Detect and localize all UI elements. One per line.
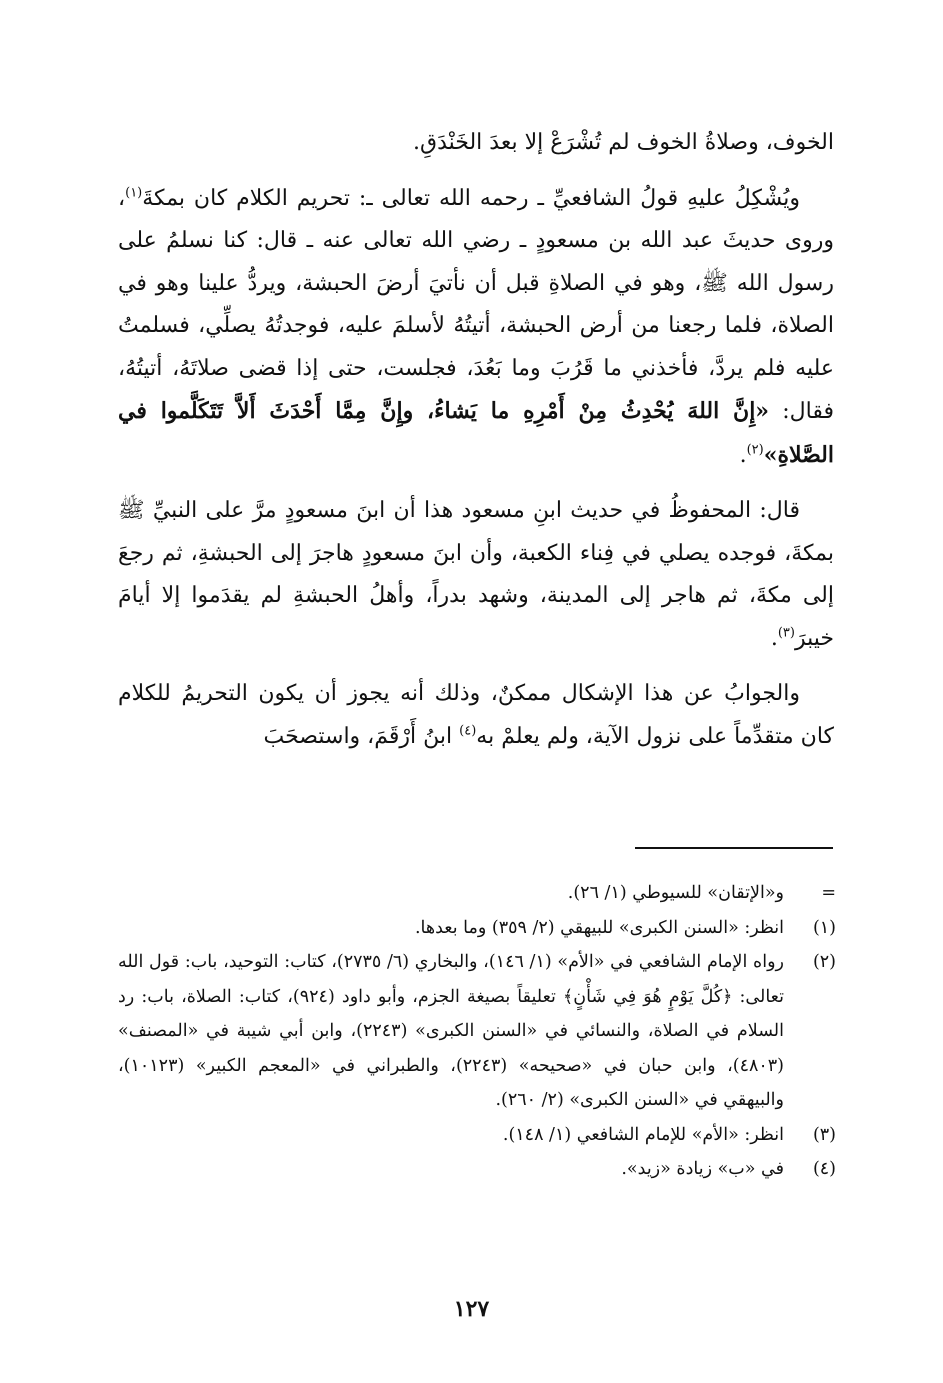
footnote-number: = xyxy=(821,883,836,903)
footnote-text: رواه الإمام الشافعي في «الأم» (١/ ١٤٦)، والبخاري (٦/ ٢٧٣٥)، كتاب: التوحيد، باب: قول الله تعالى: ﴿كُلَّ يَوْمٍ هُوَ فِي شَأْنٍ﴾ تعليقاً بصيغة الجزم، وأبو داود (٩٢٤)، كتاب: الصلاة، باب: رد السلام في الصلاة، والنسائي في «السنن الكبرى» (٢٢٤٣)، وابن أبي شيبة في «المصنف» (٤٨٠٣)، وابن حبان في «صحيحه» (٢٢٤٣)، والطبراني في «المعجم الكبير» (١٠١٢٣)، والبيهقي في «السنن الكبرى» (٢/ ٢٦٠). xyxy=(118,952,784,1110)
footnotes xyxy=(118,876,836,1187)
footnote-number: (٣) xyxy=(812,1124,836,1145)
paragraph-4 xyxy=(118,673,834,758)
footnote-text: في «ب» زيادة «زيد». xyxy=(621,1159,784,1179)
paragraph-text: . xyxy=(739,442,747,468)
footnote-number: (٤) xyxy=(812,1159,836,1179)
paragraph-3 xyxy=(118,490,834,660)
paragraph-text: . xyxy=(770,625,778,651)
paragraph-text: ويُشْكِلُ عليهِ قولُ الشافعيِّ ـ رحمه الله تعالى ـ: تحريم الكلام كان بمكةَ xyxy=(142,185,800,211)
paragraph-text: ابنُ أَرْقَمَ، واستصحَبَ xyxy=(263,723,460,749)
footnote-number: (١) xyxy=(812,917,836,938)
footnote-continued xyxy=(118,876,836,911)
footnote-text: و«الإتقان» للسيوطي (١/ ٢٦). xyxy=(567,883,784,903)
paragraph-text: ، وروى حديثَ عبد الله بن مسعودٍ ـ رضي الله تعالى عنه ـ قال: كنا نسلمُ على رسول الله ﷺ، وهو في الصلاةِ قبل أن نأتيَ أرضَ الحبشة، ويردُّ علينا وهو في الصلاة، فلما رجعنا من أرض الحبشة، أتيتُهُ لأسلمَ عليه، فوجدتُهُ يصلِّي، فسلمتُ عليه فلم يردَّ، فأخذني ما قَرُبَ وما بَعُدَ، فجلست، حتى إذا قضى صلاتَهُ، أتيتُهُ، فقال: xyxy=(118,185,834,424)
footnote-text: انظر: «الأم» للإمام الشافعي (١/ ١٤٨). xyxy=(502,1124,784,1145)
footnote-1 xyxy=(118,911,836,946)
main-text xyxy=(118,122,834,771)
footnote-2 xyxy=(118,945,836,1118)
footnote-reference[interactable]: (٣) xyxy=(777,625,795,641)
footnote-number: (٢) xyxy=(812,952,836,972)
footnote-reference[interactable]: (١) xyxy=(125,185,143,201)
paragraph-text: والجوابُ عن هذا الإشكال ممكنٌ، وذلك أنه يجوز أن يكون التحريمُ للكلام كان متقدِّماً على نزول الآية، ولم يعلمْ به xyxy=(118,681,834,749)
paragraph-text: الخوف، وصلاةُ الخوف لم تُشْرَعْ إلا بعدَ الخَنْدَقِ. xyxy=(413,130,834,155)
paragraph-text: قال: المحفوظُ في حديث ابنِ مسعود هذا أن ابنَ مسعودٍ مرَّ على النبيِّ ﷺ بمكةَ، فوجده يصلي في فِناء الكعبة، وأن ابنَ مسعودٍ هاجرَ إلى الحبشةِ، ثم رجعَ إلى مكةَ، ثم هاجر إلى المدينة، وشهد بدراً، وأهلُ الحبشةِ لم يقدَموا إلا أيامَ خيبرَ xyxy=(118,498,834,651)
paragraph-1 xyxy=(118,122,834,165)
footnote-4 xyxy=(118,1152,836,1187)
footnote-reference[interactable]: (٤) xyxy=(459,723,477,739)
footnote-3 xyxy=(118,1118,836,1153)
footnote-text: انظر: «السنن الكبرى» للبيهقي (٢/ ٣٥٩) وما بعدها. xyxy=(414,917,784,938)
hadith-quote: «إِنَّ اللهَ يُحْدِثُ مِنْ أَمْرِهِ ما يَشاءُ، وإِنَّ مِمَّا أَحْدَثَ أَلاَّ تَتَكَلَّموا في الصَّلاةِ» xyxy=(118,398,834,468)
paragraph-2 xyxy=(118,178,834,478)
page-number: ١٢٧ xyxy=(453,1296,490,1322)
footnote-reference[interactable]: (٢) xyxy=(746,442,764,458)
footnote-separator xyxy=(635,847,833,849)
